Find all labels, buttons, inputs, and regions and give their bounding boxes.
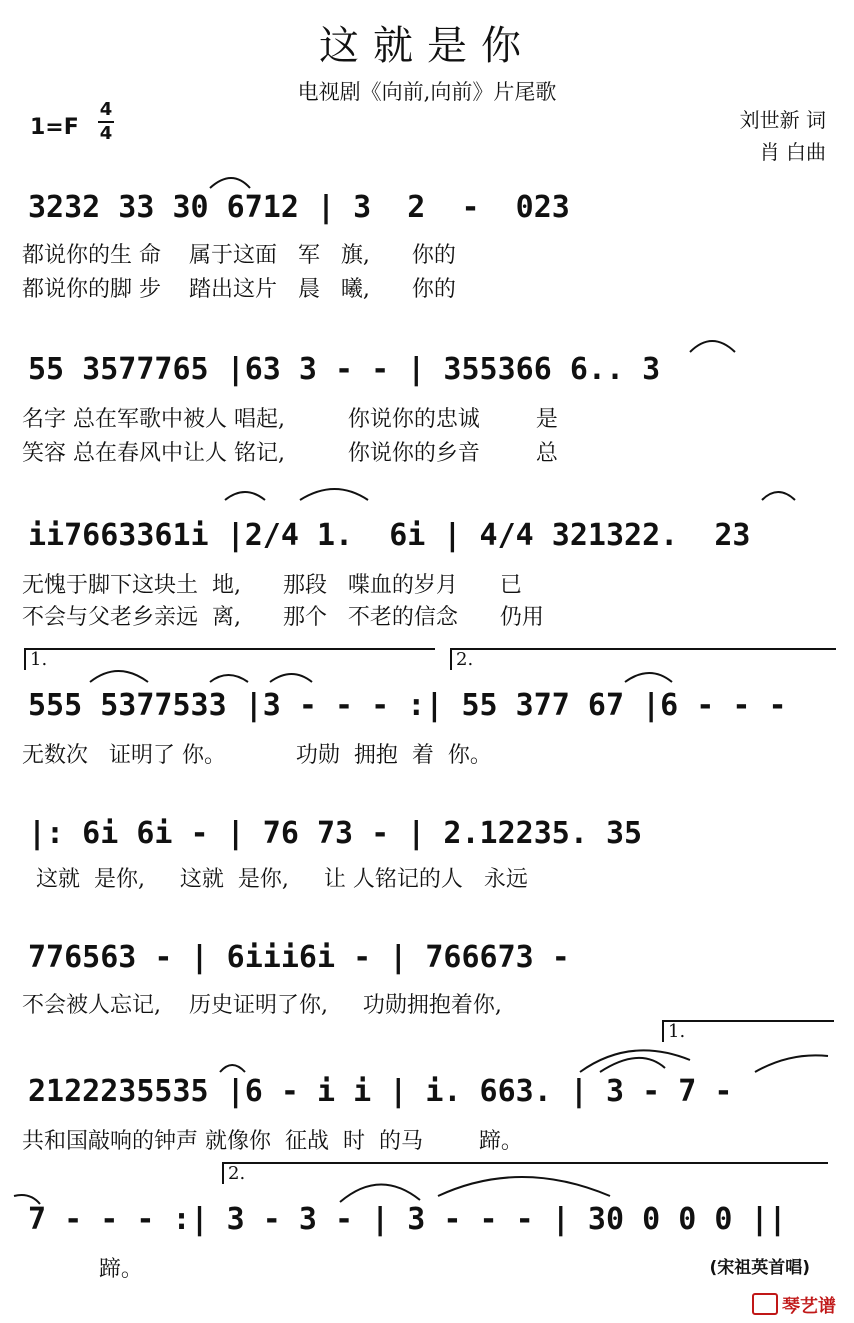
slur-4	[225, 492, 265, 500]
lyrics-system-2-verse-1: 名字 总在军歌中被人 唱起, 你说你的忠诚 是	[22, 407, 558, 432]
watermark	[752, 1292, 836, 1318]
slur-10	[220, 1065, 245, 1072]
lyrics-system-3-verse-2: 不会与父老乡亲远 离, 那个 不老的信念 仍用	[22, 605, 544, 630]
slur-8	[270, 674, 312, 682]
composer-credit: 肖 白曲	[759, 140, 826, 164]
notes-system-2: 55 3577765 |63 3 - - | 355366 6.. 3	[28, 352, 661, 387]
notes-system-1: 3232 33 30 6712 | 3 2 - 023	[28, 190, 570, 225]
volta-second-ending-2: 2.	[222, 1162, 828, 1184]
lyrics-system-5: 这就 是你, 这就 是你, 让 人铭记的人 永远	[22, 867, 528, 892]
volta-second-ending: 2.	[450, 648, 836, 670]
lyrics-system-2-verse-2: 笑容 总在春风中让人 铭记, 你说你的乡音 总	[22, 441, 558, 466]
lyrics-system-8: 蹄。	[22, 1257, 143, 1282]
time-bottom: 4	[99, 123, 113, 144]
slur-6	[90, 671, 148, 682]
time-signature	[98, 100, 114, 144]
lyrics-system-1-verse-2: 都说你的脚 步 踏出这片 晨 曦, 你的	[22, 277, 456, 302]
lyrics-system-1-verse-1: 都说你的生 命 属于这面 军 旗, 你的	[22, 243, 456, 268]
volta-first-ending-2: 1.	[662, 1020, 834, 1042]
lyrics-system-3-verse-1: 无愧于脚下这块土 地, 那段 喋血的岁月 已	[22, 573, 522, 598]
notes-system-4: 555 5377533 |3 - - - :| 55 377 67 |6 - - -	[28, 688, 787, 723]
slur-15	[340, 1184, 420, 1202]
lyrics-system-7: 共和国敲响的钟声 就像你 征战 时 的马 蹄。	[22, 1129, 523, 1154]
slur-12	[600, 1058, 665, 1072]
slur-11	[580, 1050, 690, 1072]
watermark-text: 琴艺谱	[782, 1296, 836, 1317]
notes-system-7: 2122235535 |6 - i i | i. 663. | 3 - 7 -	[28, 1074, 733, 1109]
lyricist-credit: 刘世新 词	[739, 108, 826, 132]
notes-system-8: 7 - - - :| 3 - 3 - | 3 - - - | 30 0 0 0 ||	[28, 1202, 787, 1237]
notes-system-6: 776563 - | 6iii6i - | 766673 -	[28, 940, 570, 975]
key-signature: 1=F	[30, 115, 79, 140]
singer-credit: (宋祖英首唱)	[709, 1258, 810, 1278]
song-title: 这就是你	[319, 23, 535, 69]
volta-first-ending: 1.	[24, 648, 435, 670]
watermark-logo-icon	[752, 1293, 778, 1315]
time-top: 4	[99, 99, 113, 120]
slur-2	[690, 341, 735, 352]
slur-13	[755, 1055, 828, 1072]
lyrics-system-4: 无数次 证明了 你。 功勋 拥抱 着 你。	[22, 743, 492, 768]
slur-3	[300, 489, 368, 500]
lyrics-system-6: 不会被人忘记, 历史证明了你, 功勋拥抱着你,	[22, 993, 502, 1018]
slur-7	[210, 675, 248, 682]
song-subtitle: 电视剧《向前,向前》片尾歌	[297, 80, 557, 104]
slur-1	[210, 178, 250, 188]
slur-5	[762, 492, 795, 500]
notes-system-5: |: 6i 6i - | 76 73 - | 2.12235. 35	[28, 816, 643, 851]
notes-system-3: ii7663361i |2/4 1. 6i | 4/4 321322. 23	[28, 518, 751, 553]
slur-9	[625, 673, 672, 682]
